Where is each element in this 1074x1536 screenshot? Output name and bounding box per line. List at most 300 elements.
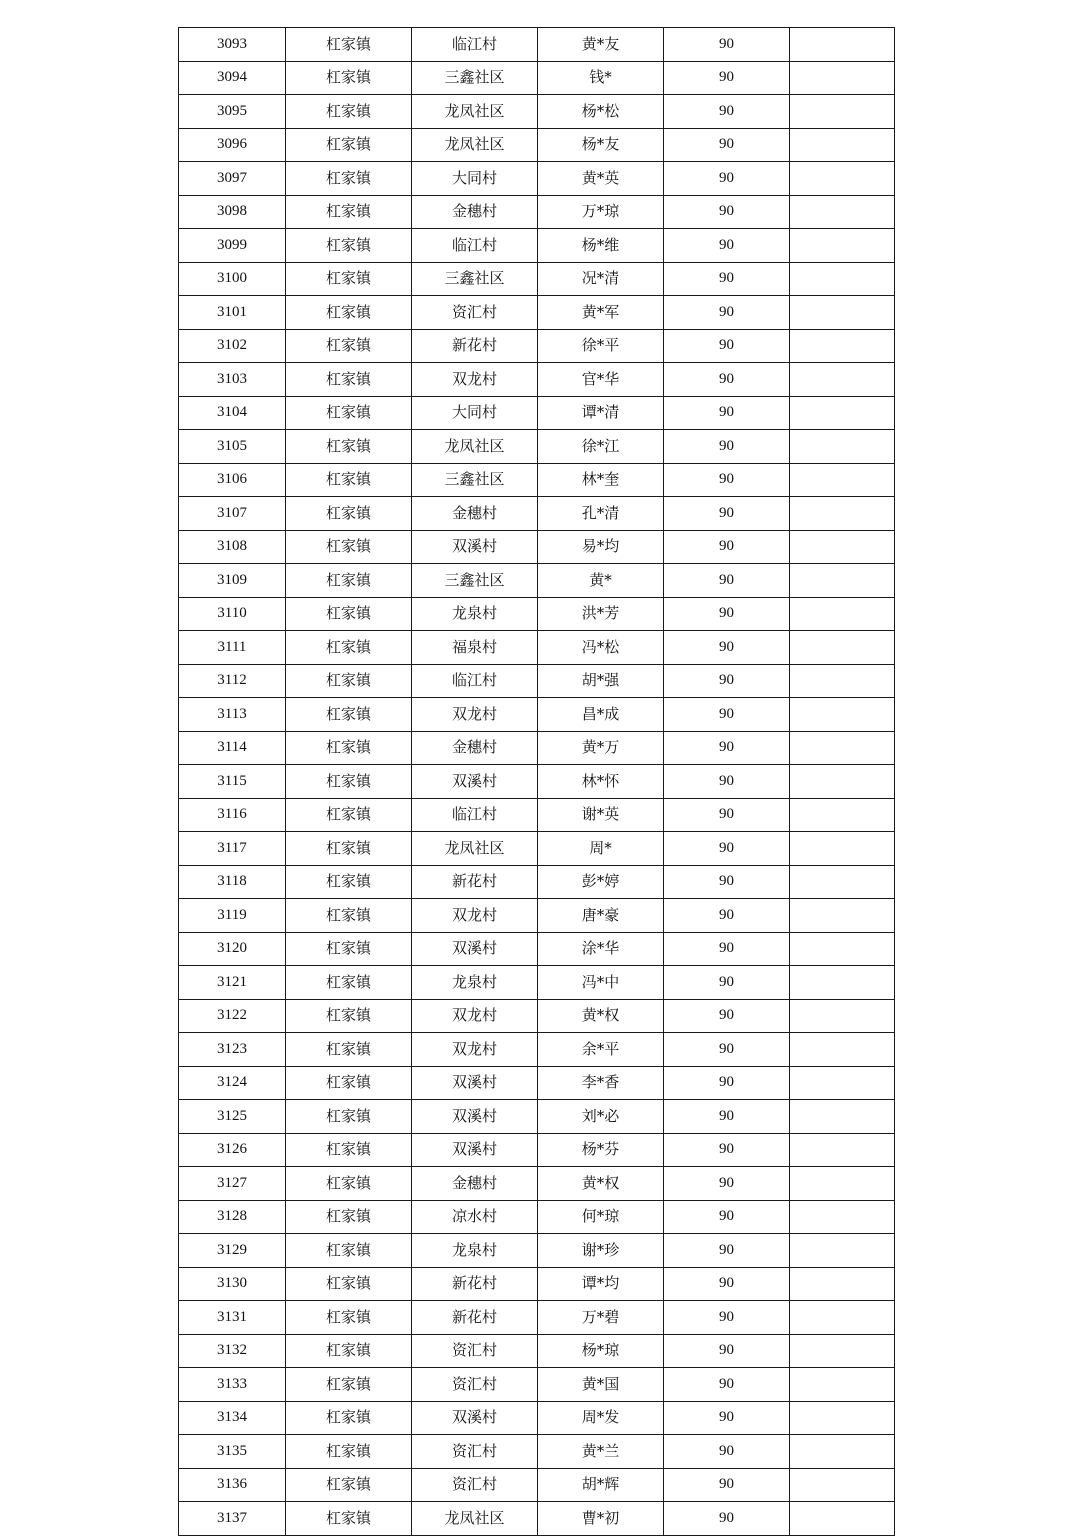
table-row: [179, 798, 895, 832]
cell-name: 胡*强: [538, 664, 664, 698]
cell-note: [790, 899, 895, 933]
cell-number: 3130: [179, 1267, 286, 1301]
cell-number: 3102: [179, 329, 286, 363]
cell-note: [790, 698, 895, 732]
cell-score: 90: [664, 95, 790, 129]
cell-number: 3108: [179, 530, 286, 564]
cell-note: [790, 798, 895, 832]
cell-village: 龙凤社区: [412, 1502, 538, 1536]
cell-note: [790, 564, 895, 598]
cell-town: 杠家镇: [286, 1167, 412, 1201]
cell-town: 杠家镇: [286, 1502, 412, 1536]
cell-town: 杠家镇: [286, 999, 412, 1033]
cell-name: 杨*琼: [538, 1334, 664, 1368]
cell-town: 杠家镇: [286, 28, 412, 62]
cell-note: [790, 631, 895, 665]
cell-village: 新花村: [412, 865, 538, 899]
cell-note: [790, 95, 895, 129]
cell-town: 杠家镇: [286, 1267, 412, 1301]
cell-town: 杠家镇: [286, 731, 412, 765]
cell-village: 金穗村: [412, 731, 538, 765]
cell-name: 黄*万: [538, 731, 664, 765]
cell-village: 金穗村: [412, 1167, 538, 1201]
cell-town: 杠家镇: [286, 1401, 412, 1435]
cell-town: 杠家镇: [286, 1368, 412, 1402]
cell-number: 3134: [179, 1401, 286, 1435]
table-row: [179, 1368, 895, 1402]
cell-number: 3103: [179, 363, 286, 397]
cell-number: 3135: [179, 1435, 286, 1469]
cell-score: 90: [664, 128, 790, 162]
table-row: [179, 899, 895, 933]
table-row: [179, 1334, 895, 1368]
cell-number: 3116: [179, 798, 286, 832]
cell-village: 临江村: [412, 229, 538, 263]
cell-score: 90: [664, 396, 790, 430]
cell-name: 胡*辉: [538, 1468, 664, 1502]
cell-number: 3098: [179, 195, 286, 229]
cell-number: 3094: [179, 61, 286, 95]
cell-note: [790, 999, 895, 1033]
cell-village: 资汇村: [412, 1334, 538, 1368]
cell-village: 双龙村: [412, 1033, 538, 1067]
cell-village: 双溪村: [412, 1100, 538, 1134]
cell-village: 资汇村: [412, 296, 538, 330]
table-row: [179, 1133, 895, 1167]
cell-note: [790, 865, 895, 899]
table-row: [179, 1267, 895, 1301]
table-row: [179, 463, 895, 497]
cell-town: 杠家镇: [286, 664, 412, 698]
table-row: [179, 731, 895, 765]
cell-name: 冯*松: [538, 631, 664, 665]
cell-note: [790, 296, 895, 330]
cell-town: 杠家镇: [286, 1468, 412, 1502]
cell-number: 3137: [179, 1502, 286, 1536]
table-row: [179, 530, 895, 564]
cell-town: 杠家镇: [286, 497, 412, 531]
cell-score: 90: [664, 1301, 790, 1335]
cell-village: 三鑫社区: [412, 564, 538, 598]
cell-town: 杠家镇: [286, 564, 412, 598]
cell-score: 90: [664, 1234, 790, 1268]
cell-note: [790, 1368, 895, 1402]
cell-town: 杠家镇: [286, 966, 412, 1000]
cell-number: 3119: [179, 899, 286, 933]
table-row: [179, 631, 895, 665]
cell-score: 90: [664, 932, 790, 966]
cell-note: [790, 463, 895, 497]
cell-village: 大同村: [412, 162, 538, 196]
cell-name: 林*奎: [538, 463, 664, 497]
cell-name: 杨*维: [538, 229, 664, 263]
cell-number: 3110: [179, 597, 286, 631]
cell-number: 3126: [179, 1133, 286, 1167]
cell-score: 90: [664, 798, 790, 832]
cell-note: [790, 1334, 895, 1368]
table-row: [179, 128, 895, 162]
table-row: [179, 698, 895, 732]
cell-village: 双溪村: [412, 932, 538, 966]
cell-town: 杠家镇: [286, 61, 412, 95]
table-row: [179, 564, 895, 598]
cell-note: [790, 530, 895, 564]
cell-number: 3128: [179, 1200, 286, 1234]
cell-name: 昌*成: [538, 698, 664, 732]
cell-name: 黄*权: [538, 999, 664, 1033]
cell-note: [790, 1234, 895, 1268]
cell-town: 杠家镇: [286, 396, 412, 430]
cell-town: 杠家镇: [286, 865, 412, 899]
cell-name: 李*香: [538, 1066, 664, 1100]
cell-number: 3120: [179, 932, 286, 966]
cell-note: [790, 497, 895, 531]
cell-number: 3099: [179, 229, 286, 263]
cell-number: 3095: [179, 95, 286, 129]
cell-name: 曹*初: [538, 1502, 664, 1536]
cell-village: 双溪村: [412, 1133, 538, 1167]
table-row: [179, 1301, 895, 1335]
table-row: [179, 1066, 895, 1100]
cell-score: 90: [664, 28, 790, 62]
cell-village: 双龙村: [412, 899, 538, 933]
cell-note: [790, 731, 895, 765]
cell-village: 双龙村: [412, 698, 538, 732]
cell-village: 福泉村: [412, 631, 538, 665]
cell-note: [790, 664, 895, 698]
cell-name: 徐*平: [538, 329, 664, 363]
cell-number: 3097: [179, 162, 286, 196]
cell-score: 90: [664, 765, 790, 799]
cell-score: 90: [664, 195, 790, 229]
cell-town: 杠家镇: [286, 430, 412, 464]
cell-name: 黄*国: [538, 1368, 664, 1402]
cell-note: [790, 195, 895, 229]
table-row: [179, 966, 895, 1000]
cell-note: [790, 128, 895, 162]
table-row: [179, 1502, 895, 1536]
cell-village: 龙泉村: [412, 966, 538, 1000]
table-row: [179, 664, 895, 698]
cell-town: 杠家镇: [286, 1133, 412, 1167]
cell-score: 90: [664, 1133, 790, 1167]
cell-score: 90: [664, 1468, 790, 1502]
table-row: [179, 1200, 895, 1234]
cell-village: 双溪村: [412, 1401, 538, 1435]
cell-town: 杠家镇: [286, 530, 412, 564]
cell-note: [790, 1401, 895, 1435]
cell-name: 谢*英: [538, 798, 664, 832]
table-row: [179, 1033, 895, 1067]
cell-note: [790, 1267, 895, 1301]
cell-note: [790, 765, 895, 799]
table-row: [179, 1167, 895, 1201]
cell-number: 3131: [179, 1301, 286, 1335]
cell-score: 90: [664, 899, 790, 933]
cell-village: 三鑫社区: [412, 463, 538, 497]
cell-score: 90: [664, 1033, 790, 1067]
cell-score: 90: [664, 1066, 790, 1100]
cell-village: 大同村: [412, 396, 538, 430]
cell-name: 谭*均: [538, 1267, 664, 1301]
table-row: [179, 765, 895, 799]
cell-score: 90: [664, 1100, 790, 1134]
cell-note: [790, 262, 895, 296]
cell-town: 杠家镇: [286, 832, 412, 866]
cell-score: 90: [664, 329, 790, 363]
cell-name: 何*琼: [538, 1200, 664, 1234]
cell-number: 3107: [179, 497, 286, 531]
cell-number: 3114: [179, 731, 286, 765]
cell-score: 90: [664, 1502, 790, 1536]
cell-number: 3113: [179, 698, 286, 732]
cell-score: 90: [664, 564, 790, 598]
cell-town: 杠家镇: [286, 932, 412, 966]
cell-town: 杠家镇: [286, 631, 412, 665]
cell-score: 90: [664, 1200, 790, 1234]
cell-number: 3109: [179, 564, 286, 598]
cell-village: 新花村: [412, 329, 538, 363]
cell-name: 谭*清: [538, 396, 664, 430]
cell-village: 龙凤社区: [412, 832, 538, 866]
table-row: [179, 28, 895, 62]
cell-number: 3093: [179, 28, 286, 62]
cell-name: 黄*英: [538, 162, 664, 196]
cell-village: 三鑫社区: [412, 262, 538, 296]
cell-number: 3101: [179, 296, 286, 330]
cell-note: [790, 966, 895, 1000]
cell-name: 钱*: [538, 61, 664, 95]
table-row: [179, 1468, 895, 1502]
table-row: [179, 329, 895, 363]
cell-name: 杨*芬: [538, 1133, 664, 1167]
cell-score: 90: [664, 731, 790, 765]
cell-name: 冯*中: [538, 966, 664, 1000]
table-row: [179, 61, 895, 95]
cell-score: 90: [664, 597, 790, 631]
cell-town: 杠家镇: [286, 1301, 412, 1335]
cell-village: 龙泉村: [412, 1234, 538, 1268]
cell-village: 龙泉村: [412, 597, 538, 631]
cell-note: [790, 1200, 895, 1234]
cell-name: 黄*权: [538, 1167, 664, 1201]
cell-village: 龙凤社区: [412, 430, 538, 464]
cell-number: 3115: [179, 765, 286, 799]
cell-name: 孔*清: [538, 497, 664, 531]
cell-score: 90: [664, 296, 790, 330]
cell-score: 90: [664, 61, 790, 95]
cell-town: 杠家镇: [286, 1234, 412, 1268]
cell-number: 3121: [179, 966, 286, 1000]
cell-village: 资汇村: [412, 1368, 538, 1402]
table-row: [179, 195, 895, 229]
table-row: [179, 999, 895, 1033]
cell-score: 90: [664, 363, 790, 397]
cell-village: 临江村: [412, 798, 538, 832]
cell-note: [790, 28, 895, 62]
cell-name: 万*碧: [538, 1301, 664, 1335]
cell-name: 彭*婷: [538, 865, 664, 899]
table-row: [179, 95, 895, 129]
cell-note: [790, 229, 895, 263]
cell-name: 徐*江: [538, 430, 664, 464]
cell-note: [790, 1033, 895, 1067]
cell-name: 周*: [538, 832, 664, 866]
cell-note: [790, 396, 895, 430]
cell-score: 90: [664, 162, 790, 196]
cell-village: 资汇村: [412, 1435, 538, 1469]
cell-number: 3136: [179, 1468, 286, 1502]
cell-town: 杠家镇: [286, 95, 412, 129]
table-row: [179, 1435, 895, 1469]
cell-name: 万*琼: [538, 195, 664, 229]
cell-score: 90: [664, 1435, 790, 1469]
cell-score: 90: [664, 698, 790, 732]
cell-village: 凉水村: [412, 1200, 538, 1234]
cell-number: 3100: [179, 262, 286, 296]
cell-number: 3122: [179, 999, 286, 1033]
table-row: [179, 162, 895, 196]
cell-number: 3111: [179, 631, 286, 665]
cell-name: 洪*芳: [538, 597, 664, 631]
table-row: [179, 296, 895, 330]
cell-town: 杠家镇: [286, 262, 412, 296]
cell-score: 90: [664, 463, 790, 497]
cell-note: [790, 1468, 895, 1502]
table-row: [179, 932, 895, 966]
cell-number: 3125: [179, 1100, 286, 1134]
cell-name: 黄*军: [538, 296, 664, 330]
cell-score: 90: [664, 229, 790, 263]
cell-note: [790, 363, 895, 397]
cell-score: 90: [664, 430, 790, 464]
cell-village: 新花村: [412, 1301, 538, 1335]
table-row: [179, 262, 895, 296]
cell-note: [790, 162, 895, 196]
cell-score: 90: [664, 999, 790, 1033]
cell-village: 双溪村: [412, 1066, 538, 1100]
cell-town: 杠家镇: [286, 1200, 412, 1234]
cell-town: 杠家镇: [286, 1435, 412, 1469]
cell-village: 临江村: [412, 664, 538, 698]
table-row: [179, 1234, 895, 1268]
cell-town: 杠家镇: [286, 698, 412, 732]
cell-village: 双溪村: [412, 765, 538, 799]
cell-name: 杨*松: [538, 95, 664, 129]
cell-name: 况*清: [538, 262, 664, 296]
cell-name: 涂*华: [538, 932, 664, 966]
cell-number: 3117: [179, 832, 286, 866]
cell-town: 杠家镇: [286, 1334, 412, 1368]
cell-name: 刘*必: [538, 1100, 664, 1134]
cell-score: 90: [664, 530, 790, 564]
table-row: [179, 1401, 895, 1435]
roster-table-body: [179, 28, 895, 1536]
cell-village: 临江村: [412, 28, 538, 62]
cell-note: [790, 1502, 895, 1536]
cell-number: 3133: [179, 1368, 286, 1402]
cell-name: 黄*: [538, 564, 664, 598]
cell-number: 3123: [179, 1033, 286, 1067]
cell-village: 龙凤社区: [412, 95, 538, 129]
cell-town: 杠家镇: [286, 597, 412, 631]
cell-number: 3106: [179, 463, 286, 497]
cell-note: [790, 1167, 895, 1201]
cell-town: 杠家镇: [286, 765, 412, 799]
cell-number: 3124: [179, 1066, 286, 1100]
cell-note: [790, 597, 895, 631]
cell-score: 90: [664, 497, 790, 531]
cell-village: 双龙村: [412, 999, 538, 1033]
table-row: [179, 865, 895, 899]
cell-name: 余*平: [538, 1033, 664, 1067]
cell-score: 90: [664, 966, 790, 1000]
cell-number: 3096: [179, 128, 286, 162]
cell-name: 林*怀: [538, 765, 664, 799]
cell-number: 3104: [179, 396, 286, 430]
cell-town: 杠家镇: [286, 195, 412, 229]
cell-score: 90: [664, 1167, 790, 1201]
cell-number: 3118: [179, 865, 286, 899]
cell-town: 杠家镇: [286, 128, 412, 162]
table-row: [179, 497, 895, 531]
table-row: [179, 396, 895, 430]
cell-town: 杠家镇: [286, 463, 412, 497]
cell-score: 90: [664, 865, 790, 899]
cell-town: 杠家镇: [286, 296, 412, 330]
table-row: [179, 597, 895, 631]
cell-score: 90: [664, 262, 790, 296]
cell-name: 官*华: [538, 363, 664, 397]
cell-town: 杠家镇: [286, 229, 412, 263]
cell-town: 杠家镇: [286, 1100, 412, 1134]
cell-note: [790, 1100, 895, 1134]
cell-number: 3105: [179, 430, 286, 464]
cell-note: [790, 1066, 895, 1100]
cell-score: 90: [664, 631, 790, 665]
table-row: [179, 430, 895, 464]
cell-name: 周*发: [538, 1401, 664, 1435]
cell-number: 3112: [179, 664, 286, 698]
cell-score: 90: [664, 1368, 790, 1402]
table-row: [179, 832, 895, 866]
table-row: [179, 363, 895, 397]
table-row: [179, 229, 895, 263]
cell-village: 双龙村: [412, 363, 538, 397]
cell-score: 90: [664, 832, 790, 866]
cell-score: 90: [664, 1401, 790, 1435]
cell-village: 资汇村: [412, 1468, 538, 1502]
roster-table: [178, 27, 895, 1536]
cell-town: 杠家镇: [286, 798, 412, 832]
table-row: [179, 1100, 895, 1134]
cell-score: 90: [664, 664, 790, 698]
cell-number: 3127: [179, 1167, 286, 1201]
cell-village: 三鑫社区: [412, 61, 538, 95]
cell-name: 杨*友: [538, 128, 664, 162]
cell-note: [790, 329, 895, 363]
cell-village: 金穗村: [412, 195, 538, 229]
cell-name: 谢*珍: [538, 1234, 664, 1268]
cell-village: 金穗村: [412, 497, 538, 531]
cell-name: 易*均: [538, 530, 664, 564]
cell-town: 杠家镇: [286, 899, 412, 933]
cell-name: 唐*豪: [538, 899, 664, 933]
cell-note: [790, 430, 895, 464]
cell-village: 双溪村: [412, 530, 538, 564]
cell-note: [790, 1133, 895, 1167]
cell-town: 杠家镇: [286, 363, 412, 397]
